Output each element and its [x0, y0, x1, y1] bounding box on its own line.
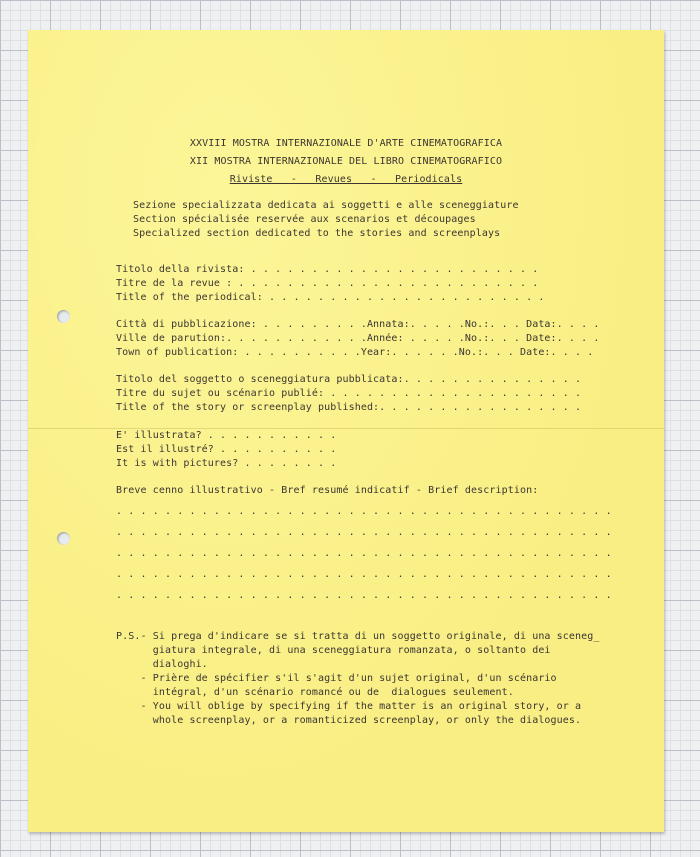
ps-line-2: giatura integrale, di una sceneggiatura romanzata, o soltanto dei — [116, 645, 551, 656]
field-story-title-fr[interactable]: Titre du sujet ou scénario publié: . . . . . . . . . . . . . . . . . . . . . — [116, 388, 582, 399]
field-publication-place-fr[interactable]: Ville de parution:. . . . . . . . . . . .Année: . . . . .No.:. . . Date:. . . . — [116, 333, 600, 344]
field-publication-place-it[interactable]: Città di pubblicazione: . . . . . . . . .Annata:. . . . .No.:. . . Data:. . . . — [116, 319, 600, 330]
field-story-title-it[interactable]: Titolo del soggetto o sceneggiatura pubblicata:. . . . . . . . . . . . . . . — [116, 374, 582, 385]
ps-line-1: P.S.- Si prega d'indicare se si tratta di un soggetto originale, di una sceneg_ — [116, 631, 600, 642]
header-line-3 — [28, 174, 664, 186]
description-line-2[interactable]: . . . . . . . . . . . . . . . . . . . . . . . . . . . . . . . . . . . . . . . . . — [116, 527, 612, 538]
intro-line-3: Specialized section dedicated to the stories and screenplays — [133, 228, 501, 239]
field-periodical-title-fr[interactable]: Titre de la revue : . . . . . . . . . . . . . . . . . . . . . . . . . — [116, 278, 539, 289]
ps-line-6: - You will oblige by specifying if the matter is an original story, or a — [116, 701, 582, 712]
description-line-3[interactable]: . . . . . . . . . . . . . . . . . . . . . . . . . . . . . . . . . . . . . . . . . — [116, 548, 612, 559]
punch-hole-bottom — [57, 532, 70, 545]
intro-line-2: Section spécialisée reservée aux scenarios et découpages — [133, 214, 476, 225]
intro-line-1: Sezione specializzata dedicata ai soggetti e alle sceneggiature — [133, 200, 519, 211]
header-periodicals-label: Riviste - Revues - Periodicals — [229, 174, 463, 185]
field-illustrated-fr[interactable]: Est il illustré? . . . . . . . . . . — [116, 444, 337, 455]
header-line-2: XII MOSTRA INTERNAZIONALE DEL LIBRO CINEMATOGRAFICO — [189, 156, 503, 167]
punch-hole-top — [57, 310, 70, 323]
field-story-title-en[interactable]: Title of the story or screenplay published:. . . . . . . . . . . . . . . . . — [116, 402, 582, 413]
field-illustrated-en[interactable]: It is with pictures? . . . . . . . . — [116, 458, 337, 469]
description-line-5[interactable]: . . . . . . . . . . . . . . . . . . . . . . . . . . . . . . . . . . . . . . . . . — [116, 590, 612, 601]
description-line-4[interactable]: . . . . . . . . . . . . . . . . . . . . . . . . . . . . . . . . . . . . . . . . . — [116, 569, 612, 580]
ps-line-5: intégral, d'un scénario romancé ou de dialogues seulement. — [116, 687, 514, 698]
ps-line-7: whole screenplay, or a romanticized screenplay, or only the dialogues. — [116, 715, 582, 726]
form-sheet — [28, 30, 664, 832]
field-periodical-title-en[interactable]: Title of the periodical: . . . . . . . . . . . . . . . . . . . . . . . — [116, 292, 545, 303]
header-line-1: XXVIII MOSTRA INTERNAZIONALE D'ARTE CINEMATOGRAFICA — [189, 138, 503, 149]
field-illustrated-it[interactable]: E' illustrata? . . . . . . . . . . . — [116, 430, 337, 441]
ps-line-3: dialoghi. — [116, 659, 208, 670]
fold-crease — [28, 428, 664, 429]
field-periodical-title-it[interactable]: Titolo della rivista: . . . . . . . . . . . . . . . . . . . . . . . . — [116, 264, 539, 275]
description-line-1[interactable]: . . . . . . . . . . . . . . . . . . . . . . . . . . . . . . . . . . . . . . . . . — [116, 506, 612, 517]
ps-line-4: - Prière de spécifier s'il s'agit d'un sujet original, d'un scénario — [116, 673, 557, 684]
field-publication-place-en[interactable]: Town of publication: . . . . . . . . . .Year:. . . . . .No.:. . . Date:. . . . — [116, 347, 594, 358]
description-label: Breve cenno illustrativo - Bref resumé indicatif - Brief description: — [116, 485, 539, 496]
